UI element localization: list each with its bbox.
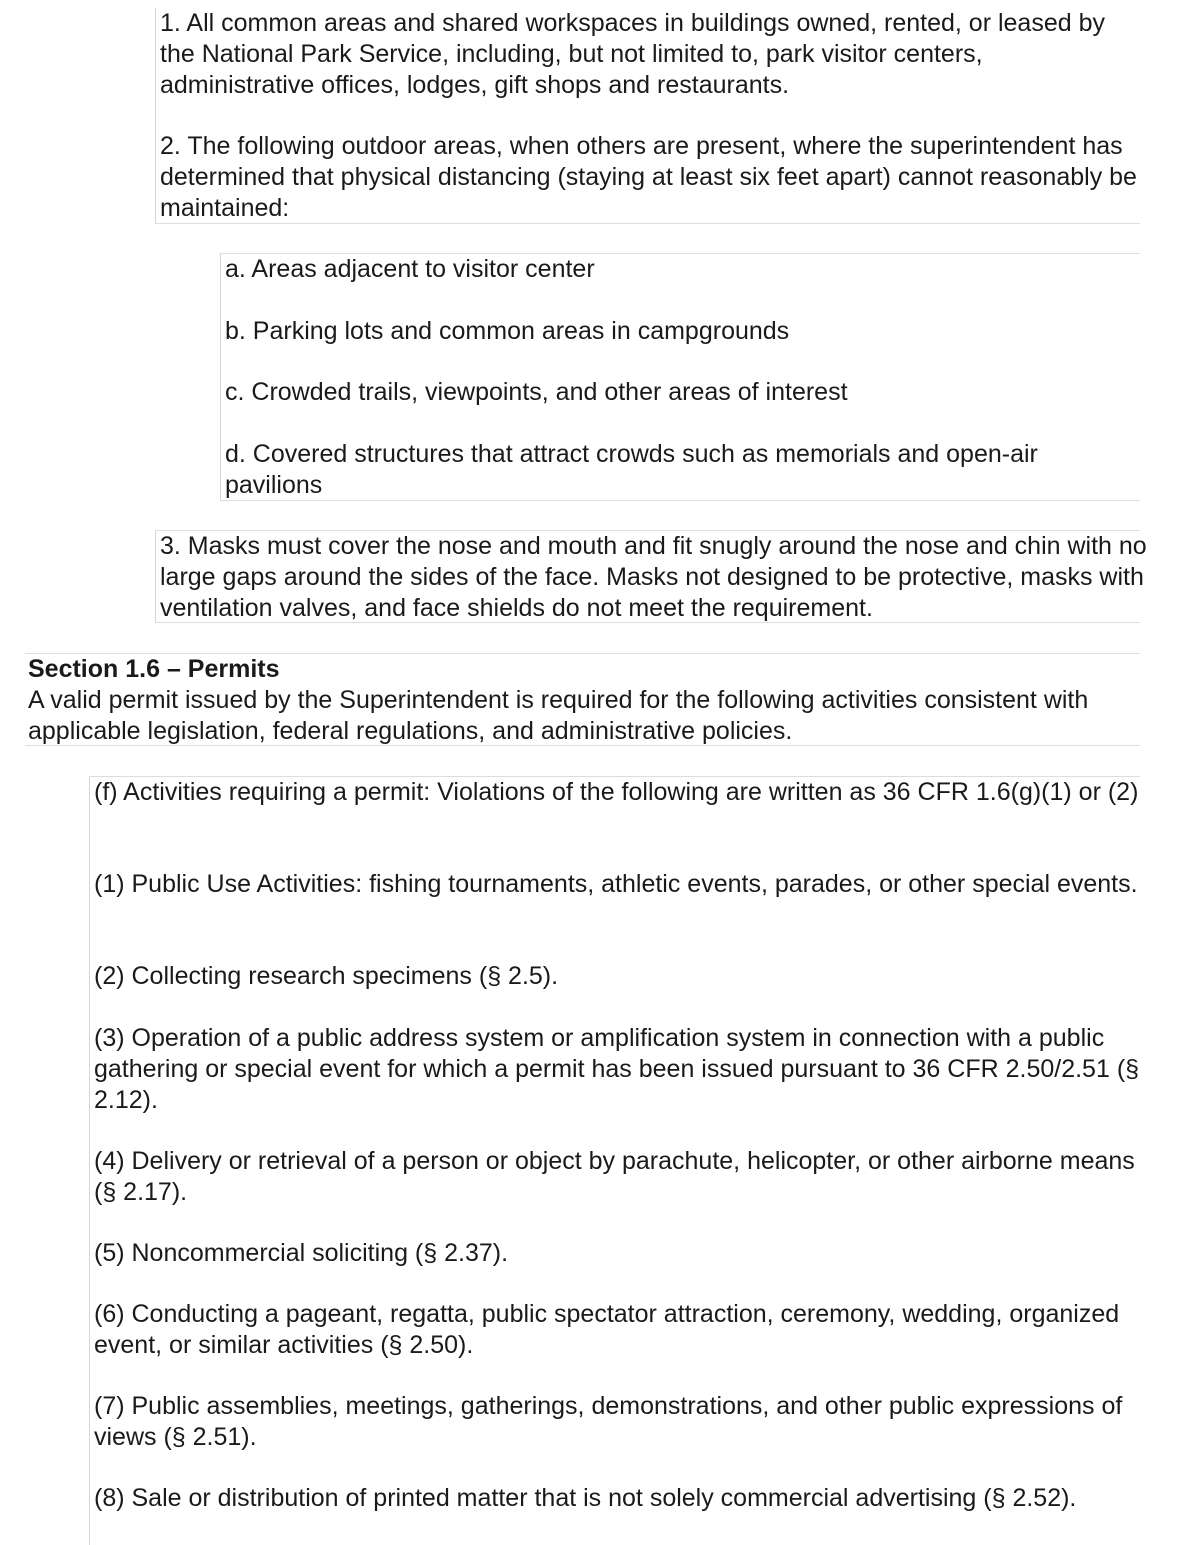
section-intro: A valid permit issued by the Superintendent is required for the following activities consistent with applicable legislation, federal regulations, and administrative policies. — [28, 686, 1089, 745]
permit-item-3: (3) Operation of a public address system or amplification system in connection with a public gathering or special event for which a permit has been issued pursuant to 36 CFR 2.50/2.51 (§ 2.12). — [94, 1024, 1140, 1114]
sub-item-d: d. Covered structures that attract crowds such as memorials and open-air pavilions — [225, 440, 1038, 499]
permit-item-2: (2) Collecting research specimens (§ 2.5). — [94, 962, 559, 990]
permit-item-1: (1) Public Use Activities: fishing tournaments, athletic events, parades, or other special events. — [94, 870, 1138, 898]
mask-requirement — [155, 531, 1147, 623]
divider — [155, 223, 1140, 224]
divider — [220, 253, 1140, 254]
sub-item-c: c. Crowded trails, viewpoints, and other areas of interest — [225, 378, 848, 406]
sub-item-b: b. Parking lots and common areas in campgrounds — [225, 317, 790, 345]
permit-item-6: (6) Conducting a pageant, regatta, public spectator attraction, ceremony, wedding, organized event, or similar activities (§ 2.50). — [94, 1300, 1120, 1359]
sub-item-a: a. Areas adjacent to visitor center — [225, 255, 595, 283]
permits-heading: (f) Activities requiring a permit: Violations of the following are written as 36 CFR 1.6(g)(1) or (2) — [94, 778, 1139, 806]
permits-list — [89, 777, 1141, 1545]
section-title: Section 1.6 – Permits — [28, 655, 280, 683]
list-item-2: 2. The following outdoor areas, when others are present, where the superintendent has determined that physical distancing (staying at least six feet apart) cannot reasonably be maintained: — [160, 132, 1137, 222]
divider — [155, 530, 1140, 531]
permit-item-4: (4) Delivery or retrieval of a person or object by parachute, helicopter, or other airborne means (§ 2.17). — [94, 1147, 1135, 1206]
divider — [155, 622, 1140, 623]
list-item-3: 3. Masks must cover the nose and mouth and fit snugly around the nose and chin with no large gaps around the sides of the face. Masks not designed to be protective, masks with ventilation valves, and face shields do not meet the requirement. — [160, 532, 1147, 622]
outdoor-areas-sublist — [220, 254, 1141, 500]
divider — [220, 500, 1140, 501]
permit-item-7: (7) Public assemblies, meetings, gatherings, demonstrations, and other public expressions of views (§ 2.51). — [94, 1392, 1123, 1451]
permit-item-8: (8) Sale or distribution of printed matter that is not solely commercial advertising (§ 2.52). — [94, 1484, 1077, 1512]
list-item-1: 1. All common areas and shared workspaces in buildings owned, rented, or leased by the National Park Service, including, but not limited to, park visitor centers, administrative offices, lodges, gift shops and restaurants. — [160, 9, 1105, 99]
permit-item-5: (5) Noncommercial soliciting (§ 2.37). — [94, 1239, 509, 1267]
divider — [25, 745, 1140, 746]
section-permits — [24, 654, 1140, 746]
common-areas-list — [155, 8, 1141, 224]
